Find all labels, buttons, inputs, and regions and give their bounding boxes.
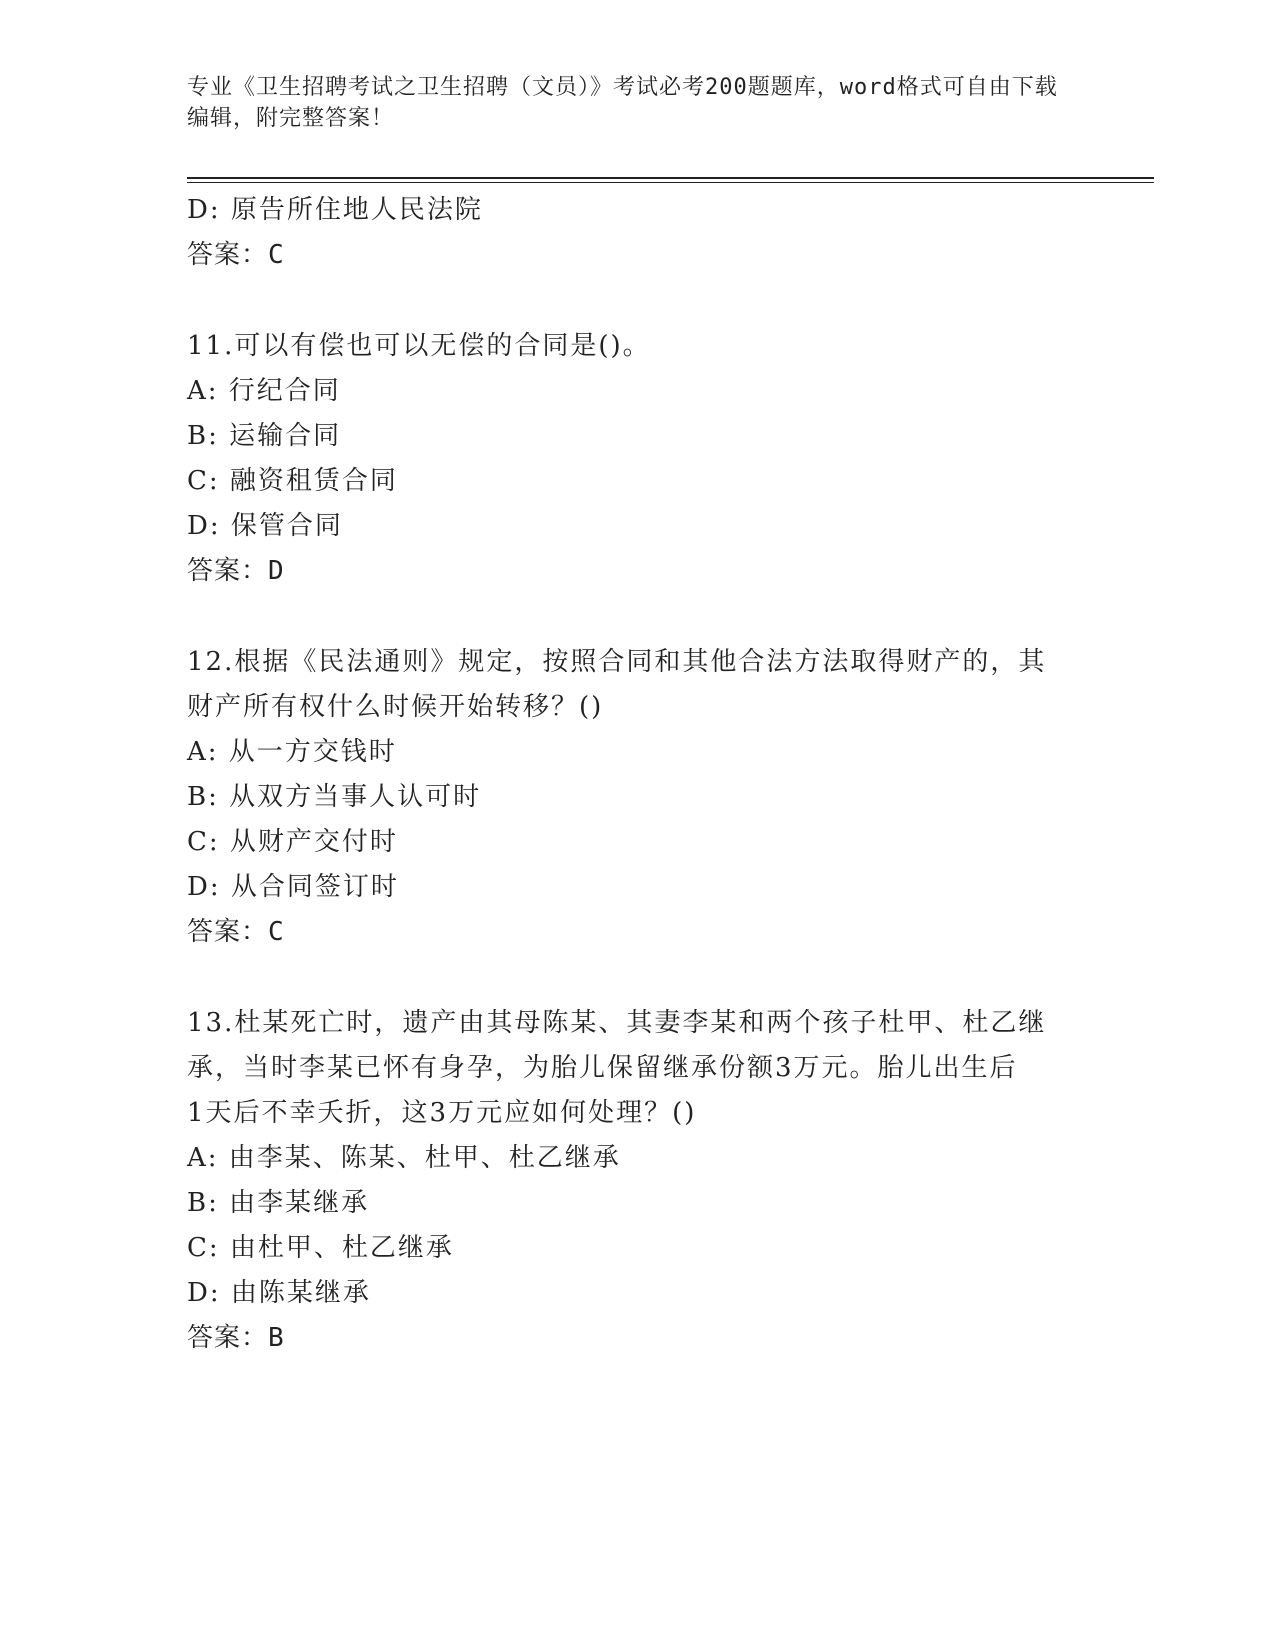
option-b: B: 由李某继承 bbox=[187, 1188, 370, 1218]
answer-line: 答案：B bbox=[187, 1323, 285, 1353]
question-12 bbox=[187, 640, 1067, 955]
option-d: D: 保管合同 bbox=[187, 511, 343, 541]
question-11 bbox=[187, 324, 1067, 594]
option-c: C: 从财产交付时 bbox=[187, 827, 398, 857]
option-d: D: 原告所住地人民法院 bbox=[187, 195, 483, 225]
question-content bbox=[187, 188, 1067, 1361]
option-d: D: 从合同签订时 bbox=[187, 872, 399, 902]
answer-line: 答案：C bbox=[187, 240, 285, 270]
question-stem-line-1: 12.根据《民法通则》规定，按照合同和其他合法方法取得财产的，其 bbox=[187, 647, 1047, 677]
option-b: B: 运输合同 bbox=[187, 421, 342, 451]
question-stem: 11.可以有偿也可以无偿的合同是()。 bbox=[187, 331, 651, 361]
question-13 bbox=[187, 1001, 1067, 1361]
answer-line: 答案：D bbox=[187, 556, 285, 586]
question-stem-line-1: 13.杜某死亡时，遗产由其母陈某、其妻李某和两个孩子杜甲、杜乙继 bbox=[187, 1008, 1047, 1038]
answer-line: 答案：C bbox=[187, 917, 285, 947]
option-a: A: 从一方交钱时 bbox=[187, 737, 397, 767]
header-divider-thick bbox=[187, 177, 1154, 179]
option-d: D: 由陈某继承 bbox=[187, 1278, 371, 1308]
option-b: B: 从双方当事人认可时 bbox=[187, 782, 482, 812]
question-stem-line-2: 承，当时李某已怀有身孕，为胎儿保留继承份额3万元。胎儿出生后 bbox=[187, 1053, 1018, 1083]
document-header: 专业《卫生招聘考试之卫生招聘（文员）》考试必考200题题库，word格式可自由下载编辑，附完整答案！ bbox=[187, 75, 1058, 131]
question-stem-line-2: 财产所有权什么时候开始转移？() bbox=[187, 692, 604, 722]
option-a: A: 由李某、陈某、杜甲、杜乙继承 bbox=[187, 1143, 621, 1173]
option-c: C: 融资租赁合同 bbox=[187, 466, 398, 496]
option-a: A: 行纪合同 bbox=[187, 376, 341, 406]
header-divider-thin bbox=[187, 182, 1154, 183]
option-c: C: 由杜甲、杜乙继承 bbox=[187, 1233, 454, 1263]
question-stem-line-3: 1天后不幸夭折，这3万元应如何处理？() bbox=[187, 1098, 697, 1128]
